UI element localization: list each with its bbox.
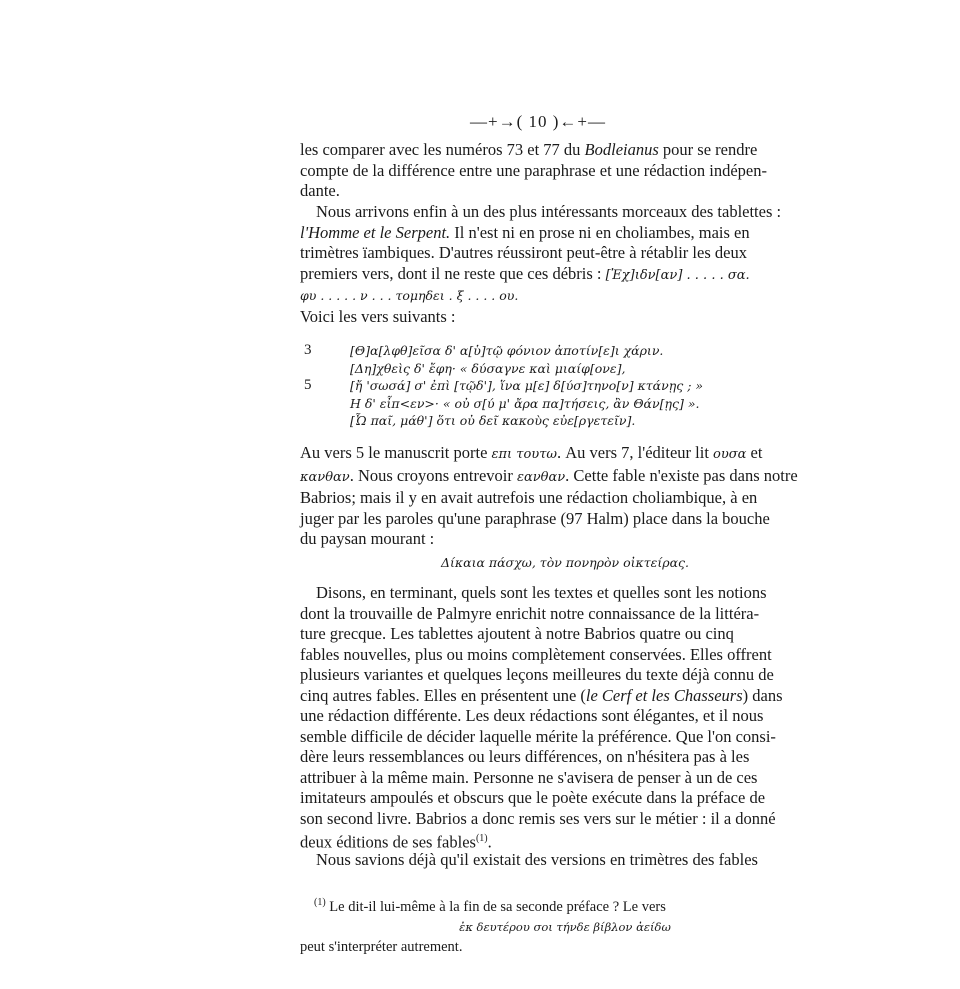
- verse-line: [304, 360, 824, 378]
- footnote-reference[interactable]: (1): [475, 833, 488, 844]
- verse-text: Η δ' εἶπ<εν>· « οὐ σ[ύ μ' ἄρα πα]τήσεις, ἂν Θάν[ῃς] ».: [350, 395, 700, 411]
- greek-word: επι τουτω: [491, 447, 557, 462]
- emphasis-title: le Cerf et les Chasseurs: [585, 685, 743, 705]
- text-span: ) dans: [742, 685, 783, 705]
- text-line: dère leurs ressemblances ou leurs différences, on n'hésitera pas à les: [300, 747, 750, 766]
- emphasis-title: l'Homme et le Serpent.: [300, 222, 451, 242]
- verse-number: [304, 395, 350, 413]
- text-span: premiers vers, dont il ne reste que ces débris :: [300, 263, 606, 283]
- text-line: trimètres ïambiques. D'autres réussiront peut-être à rétablir les deux: [300, 243, 747, 262]
- text-span: Il n'est ni en prose ni en choliambes, mais en: [450, 222, 750, 242]
- text-line: dont la trouvaille de Palmyre enrichit notre connaissance de la littéra-: [300, 603, 760, 623]
- verse-number: 5: [304, 377, 312, 393]
- text-span: cinq autres fables. Elles en présentent une (: [300, 685, 586, 705]
- text-line: [300, 140, 830, 161]
- greek-quotation: Δίκαια πάσχω, τὸν πονηρὸν οἰκτείρας.: [441, 555, 689, 570]
- greek-word: εανθαν: [516, 469, 566, 485]
- text-line: Babrios; mais il y en avait autrefois une rédaction choliambique, à en: [300, 488, 758, 507]
- text-line: fables nouvelles, plus ou moins complètement conservées. Elles offrent: [300, 644, 772, 664]
- text-span: . Au vers 7, l'éditeur lit: [557, 443, 714, 462]
- text-line: du paysan mourant :: [300, 529, 435, 548]
- text-line: [300, 223, 830, 244]
- text-span: les comparer avec les numéros 73 et 77 du: [300, 140, 585, 159]
- text-span: .: [487, 832, 492, 852]
- text-line: semble difficile de décider laquelle mérite la préférence. Que l'on consi-: [300, 726, 776, 746]
- verse-text: [Θ]α[λφθ]εῖσα δ' α[ὑ]τῷ φόνιον ἀποτίν[ε]ι χάριν.: [350, 343, 664, 358]
- verse-line: [304, 412, 824, 430]
- verse-text: [ἤ 'σωσά] σ' ἐπὶ [τῷδ'], ἵνα μ[ε] δ[ύσ]τηνο[ν] κτάνῃς ; »: [350, 378, 704, 393]
- text-line: [300, 264, 830, 287]
- footnote: [300, 893, 830, 957]
- text-line: [300, 466, 830, 489]
- paragraph-5: [300, 850, 830, 871]
- paragraph-1: [300, 140, 830, 202]
- verse-number: [304, 360, 350, 378]
- paragraph-2: [300, 202, 830, 327]
- verse-text: [Δη]χθεὶς δ' ἔφη· « δύσαγνε καὶ μιαίφ[ονε],: [350, 360, 626, 376]
- greek-word: κανθαν: [300, 469, 350, 485]
- text-line: dante.: [300, 181, 340, 200]
- footnote-marker: (1): [314, 897, 326, 908]
- verse-number: [304, 412, 350, 430]
- text-line: juger par les paroles qu'une paraphrase (97 Halm) place dans la bouche: [300, 508, 770, 528]
- verse-number: 3: [304, 342, 312, 358]
- verse-line: [304, 395, 824, 413]
- text-line: une rédaction différente. Les deux rédactions sont élégantes, et il nous: [300, 706, 764, 725]
- text-line: plusieurs variantes et quelques leçons meilleures du texte déjà connu de: [300, 665, 774, 684]
- text-line: son second livre. Babrios a donc remis ses vers sur le métier : il a donné: [300, 808, 776, 828]
- text-line: imitateurs ampoulés et obscurs que le poète exécute dans la préface de: [300, 788, 766, 807]
- footnote-greek-line: ἐκ δευτέρου σοι τήνδε βίβλον ἀείδω: [459, 919, 671, 934]
- verse-line: [304, 342, 824, 360]
- footnote-line: [300, 893, 830, 917]
- greek-fragment: [Ἐχ]ιδν[αν] . . . . . σα.: [605, 267, 750, 283]
- emphasis-title: Bodleianus: [584, 140, 659, 159]
- verse-text: [Ὦ παῖ, μάθ'] ὅτι οὐ δεῖ κακοὺς εὐε[ργετεῖν].: [350, 413, 636, 428]
- text-line: Nous savions déjà qu'il existait des versions en trimètres des fables: [316, 850, 758, 869]
- text-line: Nous arrivons enfin à un des plus intéressants morceaux des tablettes :: [316, 202, 782, 221]
- text-span: . Cette fable n'existe pas dans notre: [565, 465, 798, 485]
- verse-block: [304, 342, 824, 430]
- text-line: Disons, en terminant, quels sont les textes et quelles sont les notions: [316, 583, 767, 602]
- text-span: et: [746, 443, 763, 462]
- text-span: deux éditions de ses fables: [300, 832, 476, 852]
- page-number-header: —+→( 10 )←+—: [470, 112, 606, 131]
- text-span: . Nous croyons entrevoir: [349, 465, 517, 485]
- text-line: [300, 443, 830, 466]
- text-line: ture grecque. Les tablettes ajoutent à notre Babrios quatre ou cinq: [300, 624, 734, 643]
- text-span: pour se rendre: [658, 140, 758, 159]
- paragraph-3: [300, 443, 830, 550]
- text-span: Le dit-il lui-même à la fin de sa seconde préface ? Le vers: [325, 898, 666, 915]
- verse-line: [304, 377, 824, 395]
- greek-fragment-line: φυ . . . . . ν . . . τομηδει . ξ . . . . ου.: [300, 288, 519, 303]
- text-line: attribuer à la même main. Personne ne s'avisera de penser à un de ces: [300, 767, 758, 787]
- text-line: compte de la différence entre une paraphrase et une rédaction indépen-: [300, 160, 767, 180]
- footnote-line: peut s'interpréter autrement.: [300, 938, 463, 955]
- text-line: [300, 686, 830, 707]
- text-line: Voici les vers suivants :: [300, 306, 456, 326]
- greek-word: ουσα: [713, 447, 747, 462]
- text-span: Au vers 5 le manuscrit porte: [300, 443, 492, 462]
- paragraph-4: [300, 583, 830, 853]
